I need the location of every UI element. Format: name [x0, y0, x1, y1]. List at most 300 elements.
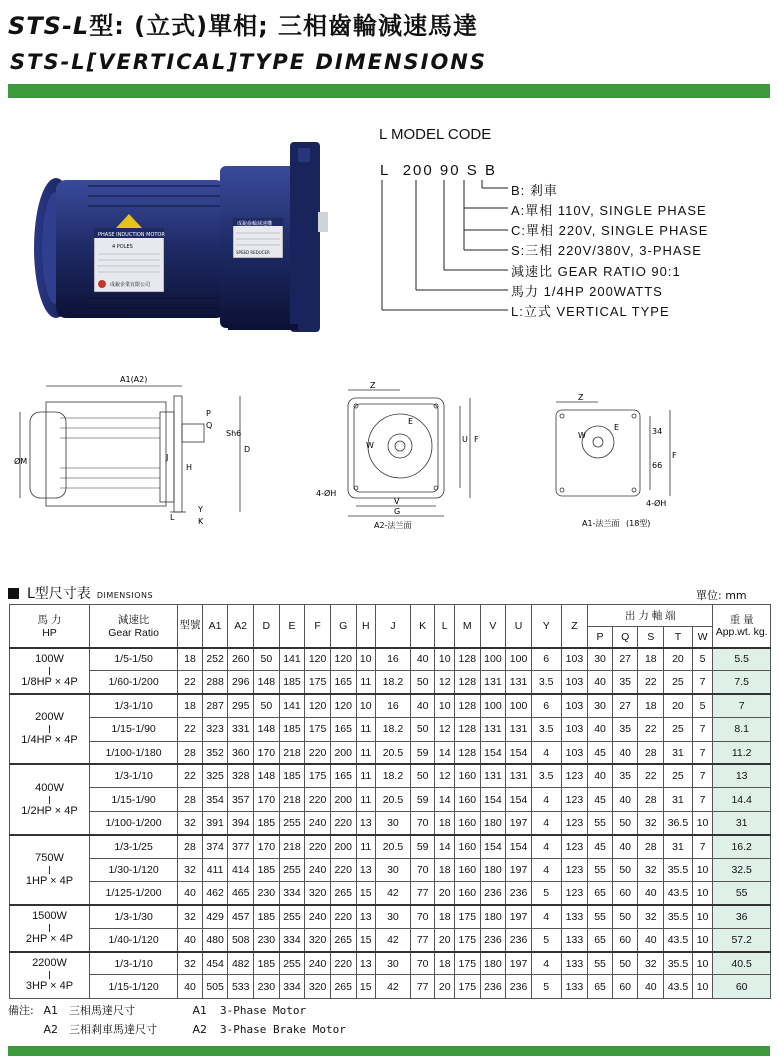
table-cell: 429 [202, 905, 228, 928]
small-label-e: E [614, 423, 620, 432]
table-cell: 160 [454, 881, 480, 904]
table-cell: 35 [612, 671, 638, 694]
table-cell: 411 [202, 858, 228, 881]
model-code-line-power: 馬力 1/4HP 200WATTS [511, 284, 663, 299]
small-label-34: 34 [652, 427, 663, 436]
table-cell: 265 [330, 975, 356, 998]
table-cell: 18 [638, 648, 664, 671]
table-cell: 40 [612, 788, 638, 811]
header-out-col: S [638, 627, 664, 648]
header-col: Y [531, 605, 561, 648]
small-label-w: W [578, 431, 586, 440]
table-cell: 128 [454, 718, 480, 741]
model-code-line-type: L:立式 VERTICAL TYPE [511, 304, 670, 319]
table-cell: 14 [435, 741, 454, 764]
header-col: M [454, 605, 480, 648]
table-cell: 295 [228, 694, 254, 717]
table-cell: 325 [202, 764, 228, 787]
table-cell: 160 [454, 764, 480, 787]
model-code-leader-lines [380, 178, 510, 318]
table-cell: 260 [228, 648, 254, 671]
table-cell: 287 [202, 694, 228, 717]
table-cell: 10 [692, 858, 713, 881]
header-col: U [506, 605, 532, 648]
table-cell: 43.5 [664, 881, 693, 904]
table-cell: 7 [692, 788, 713, 811]
table-cell: 65 [588, 928, 613, 951]
table-cell: 220 [330, 952, 356, 975]
table-cell: 7 [692, 741, 713, 764]
table-cell: 131 [480, 671, 506, 694]
table-cell: 20 [435, 928, 454, 951]
table-cell: 465 [228, 881, 254, 904]
table-cell: 14 [435, 788, 454, 811]
table-cell: 10 [692, 952, 713, 975]
table-cell: 185 [254, 905, 280, 928]
table-cell: 170 [254, 741, 280, 764]
table-cell: 334 [279, 881, 305, 904]
table-cell: 220 [330, 905, 356, 928]
table-cell: 6 [531, 648, 561, 671]
table-cell: 50 [410, 718, 435, 741]
table-cell: 414 [228, 858, 254, 881]
table-cell: 11 [356, 718, 375, 741]
table-cell: 25 [664, 764, 693, 787]
table-cell: 133 [561, 928, 588, 951]
table-cell: 35.5 [664, 858, 693, 881]
label-j: J [166, 453, 169, 462]
table-cell: 55 [588, 811, 613, 834]
table-cell: 100 [506, 648, 532, 671]
table-cell: 133 [561, 905, 588, 928]
table-cell: 328 [228, 764, 254, 787]
table-cell: 10 [435, 694, 454, 717]
note-line-a2: A2 三相剎車馬達尺寸 A2 3-Phase Brake Motor [43, 1023, 346, 1036]
table-cell: 27 [612, 648, 638, 671]
table-cell: 123 [561, 811, 588, 834]
table-cell: 55 [588, 952, 613, 975]
table-cell: 320 [305, 975, 331, 998]
table-row [10, 671, 771, 694]
table-cell: 240 [305, 811, 331, 834]
weight-cell: 13 [713, 764, 771, 787]
motor-photo [28, 138, 328, 333]
table-cell: 59 [410, 788, 435, 811]
flange-label-f: F [474, 435, 479, 444]
table-cell: 22 [178, 671, 203, 694]
model-code-line-ratio: 減速比 GEAR RATIO 90:1 [511, 264, 681, 279]
table-cell: 131 [506, 671, 532, 694]
table-row [10, 905, 771, 928]
table-cell: 175 [454, 975, 480, 998]
table-cell: 11 [356, 764, 375, 787]
table-cell: 457 [228, 905, 254, 928]
small-label-f: F [672, 451, 677, 460]
table-cell: 148 [254, 718, 280, 741]
model-code-line-3phase: S:三相 220V/380V, 3-PHASE [511, 243, 702, 258]
header-out-col: P [588, 627, 613, 648]
table-cell: 50 [612, 811, 638, 834]
table-cell: 16 [376, 694, 411, 717]
table-cell: 7 [692, 764, 713, 787]
table-cell: 40 [588, 764, 613, 787]
table-cell: 28 [638, 835, 664, 858]
table-cell: 32 [638, 811, 664, 834]
table-cell: 4 [531, 741, 561, 764]
dimensions-title: L型尺寸表 [27, 586, 91, 602]
table-cell: 320 [305, 928, 331, 951]
table-cell: 32 [178, 858, 203, 881]
label-p: P [206, 409, 211, 418]
table-cell: 360 [228, 741, 254, 764]
nameplate-right-footer: SPEED REDUCER [236, 250, 270, 255]
table-cell: 133 [561, 952, 588, 975]
table-cell: 20.5 [376, 788, 411, 811]
table-cell: 27 [612, 694, 638, 717]
table-cell: 30 [376, 905, 411, 928]
table-cell: 197 [506, 905, 532, 928]
table-cell: 131 [506, 764, 532, 787]
table-cell: 1/3-1/25 [89, 835, 177, 858]
small-caption-a1: A1-法兰面 [582, 519, 620, 528]
table-cell: 197 [506, 952, 532, 975]
table-cell: 220 [330, 811, 356, 834]
table-cell: 505 [202, 975, 228, 998]
table-cell: 185 [279, 718, 305, 741]
table-cell: 180 [480, 905, 506, 928]
table-cell: 218 [279, 741, 305, 764]
title-prefix: STS-L [8, 12, 90, 40]
table-cell: 18 [178, 648, 203, 671]
table-cell: 70 [410, 952, 435, 975]
table-cell: 103 [561, 694, 588, 717]
table-cell: 165 [330, 671, 356, 694]
table-cell: 10 [692, 928, 713, 951]
table-cell: 4 [531, 835, 561, 858]
table-cell: 32 [638, 905, 664, 928]
table-cell: 60 [612, 928, 638, 951]
table-cell: 236 [480, 975, 506, 998]
table-cell: 10 [692, 881, 713, 904]
table-cell: 4 [531, 811, 561, 834]
table-cell: 28 [178, 788, 203, 811]
table-cell: 40 [638, 975, 664, 998]
small-flange-drawing [556, 402, 670, 496]
dimension-drawings [10, 372, 770, 542]
table-cell: 323 [202, 718, 228, 741]
table-cell: 25 [664, 718, 693, 741]
table-cell: 1/3-1/10 [89, 694, 177, 717]
table-cell: 50 [612, 905, 638, 928]
flange-label-e: E [408, 417, 414, 426]
table-cell: 77 [410, 881, 435, 904]
side-view-drawing [20, 386, 240, 512]
weight-cell: 31 [713, 811, 771, 834]
small-caption-type: (18型) [626, 519, 651, 528]
header-col: D [254, 605, 280, 648]
table-cell: 40 [612, 741, 638, 764]
flange-label-v: V [394, 497, 400, 506]
table-cell: 103 [561, 741, 588, 764]
table-cell: 42 [376, 975, 411, 998]
table-cell: 5 [692, 694, 713, 717]
label-y: Y [198, 505, 203, 514]
table-cell: 10 [356, 694, 375, 717]
table-row [10, 694, 771, 717]
table-cell: 35 [612, 764, 638, 787]
table-cell: 5 [531, 975, 561, 998]
table-cell: 154 [506, 741, 532, 764]
table-cell: 40 [178, 881, 203, 904]
table-cell: 160 [454, 835, 480, 858]
table-cell: 10 [692, 975, 713, 998]
table-cell: 7 [692, 835, 713, 858]
table-cell: 11 [356, 741, 375, 764]
flange-caption-a2: A2-法兰面 [374, 521, 412, 530]
table-cell: 103 [561, 648, 588, 671]
table-cell: 296 [228, 671, 254, 694]
table-cell: 175 [454, 905, 480, 928]
table-cell: 255 [279, 811, 305, 834]
table-cell: 32 [638, 858, 664, 881]
table-cell: 236 [506, 928, 532, 951]
table-cell: 391 [202, 811, 228, 834]
table-cell: 1/3-1/10 [89, 764, 177, 787]
weight-cell: 55 [713, 881, 771, 904]
flange-label-4h: 4-ØH [316, 489, 337, 498]
table-cell: 28 [178, 741, 203, 764]
table-cell: 28 [178, 835, 203, 858]
header-out-col: Q [612, 627, 638, 648]
hp-cell: 2200W 3HP × 4P [10, 952, 90, 999]
table-cell: 131 [480, 764, 506, 787]
table-cell: 50 [254, 648, 280, 671]
table-cell: 180 [480, 811, 506, 834]
table-cell: 60 [612, 881, 638, 904]
table-cell: 59 [410, 835, 435, 858]
table-cell: 1/5-1/50 [89, 648, 177, 671]
hp-cell: 1500W 2HP × 4P [10, 905, 90, 952]
table-cell: 141 [279, 694, 305, 717]
table-cell: 357 [228, 788, 254, 811]
header-out-col: W [692, 627, 713, 648]
table-cell: 185 [254, 858, 280, 881]
table-cell: 40 [638, 881, 664, 904]
table-cell: 50 [254, 694, 280, 717]
table-cell: 175 [305, 764, 331, 787]
table-cell: 197 [506, 811, 532, 834]
table-cell: 175 [454, 952, 480, 975]
table-cell: 18.2 [376, 671, 411, 694]
table-cell: 18.2 [376, 764, 411, 787]
table-cell: 35.5 [664, 952, 693, 975]
table-cell: 154 [480, 835, 506, 858]
table-row [10, 975, 771, 998]
weight-cell: 8.1 [713, 718, 771, 741]
table-cell: 18 [435, 858, 454, 881]
table-cell: 18 [638, 694, 664, 717]
table-cell: 12 [435, 764, 454, 787]
table-cell: 20 [435, 975, 454, 998]
table-cell: 220 [305, 835, 331, 858]
table-cell: 12 [435, 671, 454, 694]
table-cell: 123 [561, 858, 588, 881]
table-cell: 45 [588, 788, 613, 811]
table-cell: 42 [376, 881, 411, 904]
table-cell: 1/100-1/200 [89, 811, 177, 834]
table-cell: 255 [279, 952, 305, 975]
code-part: 90 [439, 162, 461, 179]
table-cell: 31 [664, 741, 693, 764]
table-cell: 11 [356, 788, 375, 811]
table-cell: 4 [531, 952, 561, 975]
table-cell: 3.5 [531, 671, 561, 694]
table-cell: 1/15-1/90 [89, 718, 177, 741]
label-q: Q [206, 421, 213, 430]
table-row [10, 811, 771, 834]
table-cell: 13 [356, 905, 375, 928]
label-a1a2: A1(A2) [120, 375, 148, 384]
table-cell: 165 [330, 764, 356, 787]
table-cell: 128 [454, 671, 480, 694]
table-cell: 70 [410, 905, 435, 928]
unit-label: 單位: mm [696, 589, 747, 602]
header-col: Z [561, 605, 588, 648]
table-cell: 128 [454, 741, 480, 764]
table-cell: 10 [356, 648, 375, 671]
table-cell: 40 [612, 835, 638, 858]
table-cell: 160 [454, 858, 480, 881]
table-cell: 22 [638, 718, 664, 741]
table-cell: 218 [279, 788, 305, 811]
table-cell: 131 [480, 718, 506, 741]
table-cell: 10 [692, 905, 713, 928]
header-green-bar [8, 84, 770, 98]
table-cell: 60 [612, 975, 638, 998]
table-cell: 15 [356, 881, 375, 904]
table-cell: 175 [305, 671, 331, 694]
table-cell: 5 [531, 928, 561, 951]
table-cell: 31 [664, 788, 693, 811]
brand-logo-icon [98, 280, 106, 288]
table-cell: 170 [254, 788, 280, 811]
table-cell: 13 [356, 811, 375, 834]
table-row [10, 648, 771, 671]
table-cell: 3.5 [531, 764, 561, 787]
table-row [10, 952, 771, 975]
table-cell: 40 [638, 928, 664, 951]
table-cell: 236 [506, 881, 532, 904]
table-cell: 13 [356, 952, 375, 975]
table-cell: 59 [410, 741, 435, 764]
table-cell: 18 [435, 952, 454, 975]
page-subtitle: STS-L[VERTICAL]TYPE DIMENSIONS [10, 50, 488, 74]
table-cell: 165 [330, 718, 356, 741]
table-row [10, 718, 771, 741]
weight-cell: 16.2 [713, 835, 771, 858]
table-cell: 10 [692, 811, 713, 834]
table-cell: 43.5 [664, 928, 693, 951]
table-cell: 120 [305, 648, 331, 671]
nameplate-left-brand: 成銳企業有限公司 [110, 282, 151, 288]
table-cell: 1/3-1/10 [89, 952, 177, 975]
header-out-col: T [664, 627, 693, 648]
table-cell: 1/60-1/200 [89, 671, 177, 694]
table-cell: 14 [435, 835, 454, 858]
table-cell: 100 [480, 694, 506, 717]
table-cell: 230 [254, 975, 280, 998]
dimensions-section-title [8, 583, 153, 603]
table-cell: 42 [376, 928, 411, 951]
table-cell: 120 [330, 648, 356, 671]
title-cjk: 型: (立式)單相; 三相齒輪減速馬達 [89, 12, 479, 40]
table-cell: 170 [254, 835, 280, 858]
table-cell: 352 [202, 741, 228, 764]
table-cell: 4 [531, 788, 561, 811]
weight-cell: 7.5 [713, 671, 771, 694]
weight-cell: 32.5 [713, 858, 771, 881]
table-cell: 334 [279, 928, 305, 951]
table-row [10, 764, 771, 787]
table-cell: 40 [588, 671, 613, 694]
weight-cell: 40.5 [713, 952, 771, 975]
table-cell: 32 [178, 952, 203, 975]
table-cell: 334 [279, 975, 305, 998]
table-cell: 103 [561, 671, 588, 694]
table-cell: 175 [305, 718, 331, 741]
weight-cell: 11.2 [713, 741, 771, 764]
label-h: H [186, 463, 193, 472]
small-label-z: Z [578, 393, 584, 402]
header-col: E [279, 605, 305, 648]
table-cell: 240 [305, 858, 331, 881]
table-cell: 15 [356, 975, 375, 998]
table-cell: 32 [638, 952, 664, 975]
model-code-line-110v: A:單相 110V, SINGLE PHASE [511, 203, 707, 218]
label-m: ØM [14, 457, 28, 466]
table-cell: 25 [664, 671, 693, 694]
table-cell: 20 [664, 648, 693, 671]
table-cell: 218 [279, 835, 305, 858]
table-cell: 185 [279, 764, 305, 787]
table-cell: 185 [254, 811, 280, 834]
hp-cell: 400W 1/2HP × 4P [10, 764, 90, 834]
table-cell: 1/125-1/200 [89, 881, 177, 904]
nameplate-left-poles: 4 POLES [112, 244, 133, 250]
table-cell: 3.5 [531, 718, 561, 741]
table-cell: 40 [178, 975, 203, 998]
table-cell: 154 [506, 835, 532, 858]
table-cell: 160 [454, 788, 480, 811]
table-cell: 180 [480, 858, 506, 881]
flange-label-w: W [366, 441, 374, 450]
table-cell: 22 [178, 764, 203, 787]
table-cell: 220 [305, 741, 331, 764]
hp-cell: 100W 1/8HP × 4P [10, 648, 90, 695]
table-cell: 120 [330, 694, 356, 717]
table-cell: 65 [588, 881, 613, 904]
table-cell: 18.2 [376, 718, 411, 741]
table-cell: 45 [588, 741, 613, 764]
table-cell: 20 [435, 881, 454, 904]
table-cell: 20.5 [376, 835, 411, 858]
table-cell: 255 [279, 905, 305, 928]
table-cell: 148 [254, 764, 280, 787]
model-code-title: L MODEL CODE [379, 126, 492, 143]
table-cell: 5 [531, 881, 561, 904]
label-l: L [170, 513, 175, 522]
notes-label: 備注: [8, 1004, 34, 1017]
